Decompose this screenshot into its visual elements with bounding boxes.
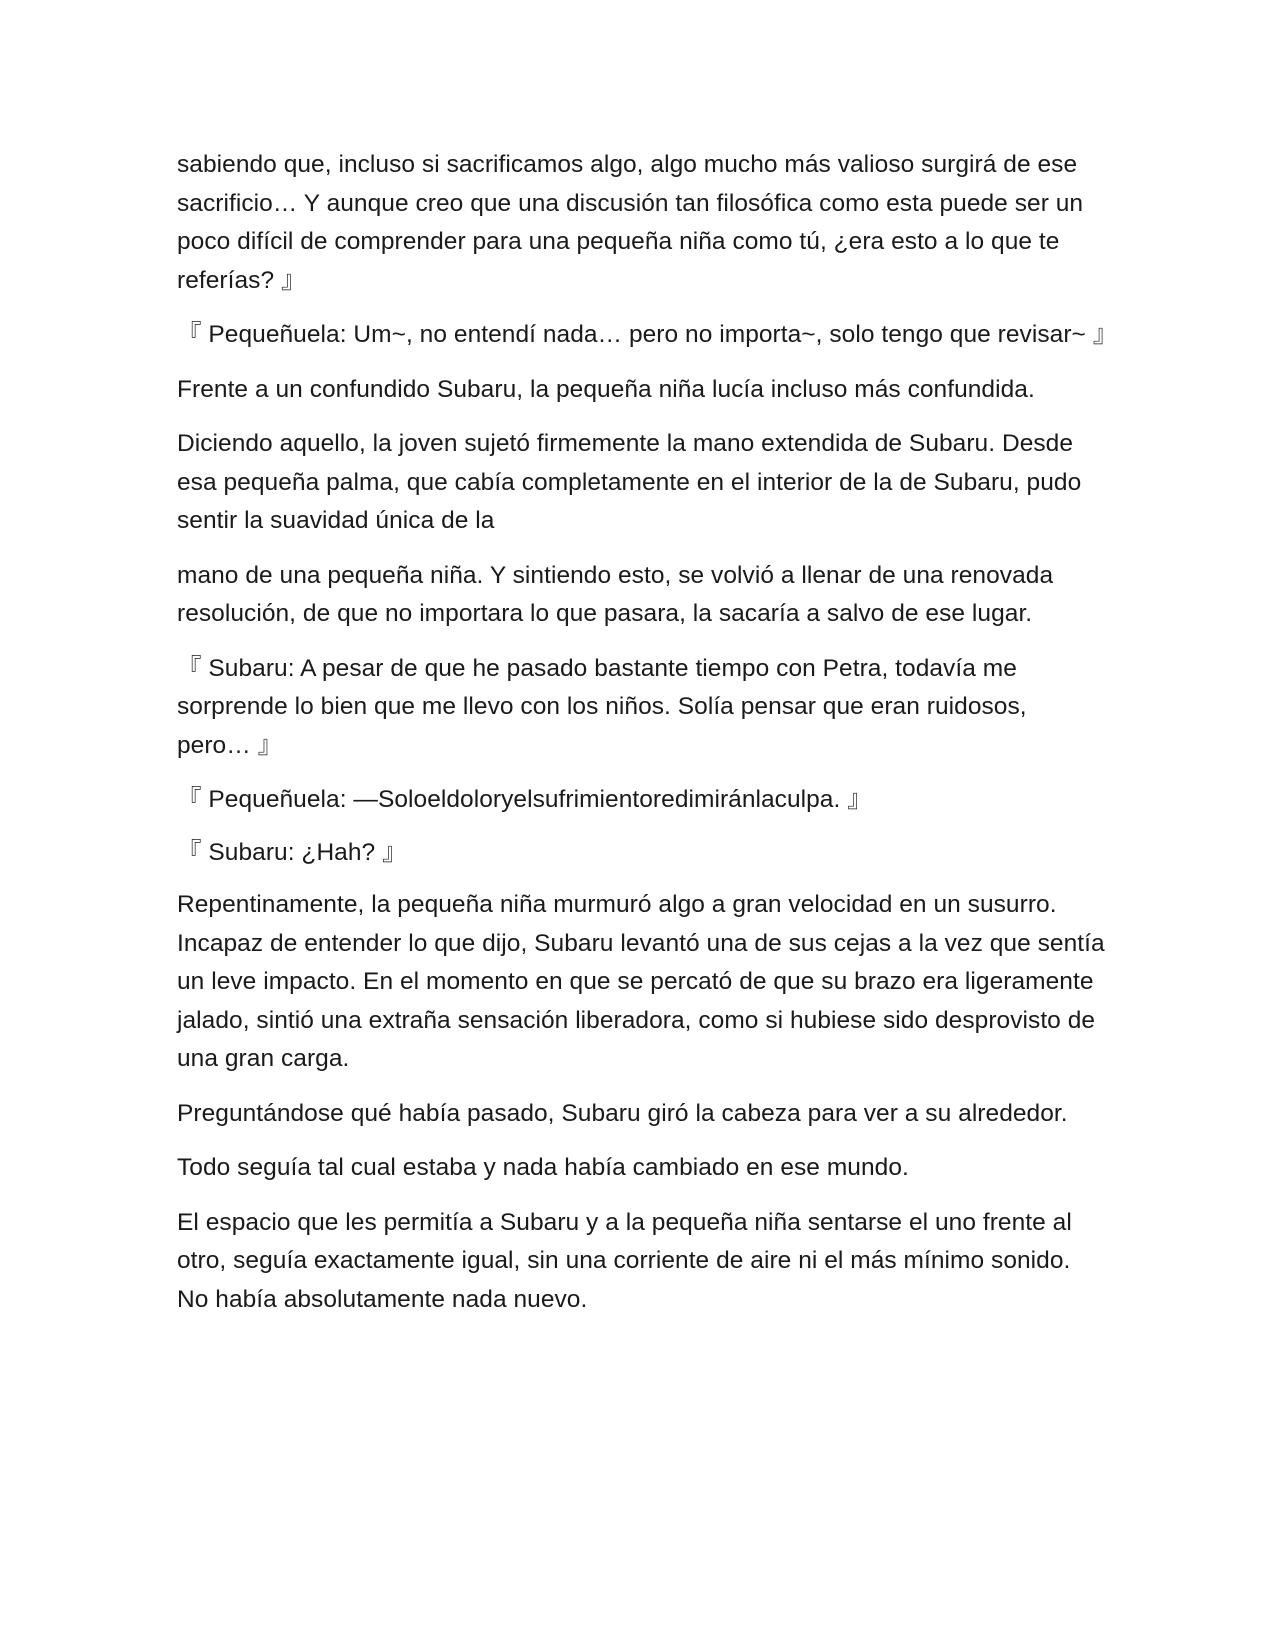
paragraph-10: Preguntándose qué había pasado, Subaru giró la cabeza para ver a su alrededor.: [177, 1099, 1068, 1127]
paragraph-8: 『 Subaru: ¿Hah? 』: [177, 838, 407, 866]
paragraph-5: mano de una pequeña niña. Y sintiendo esto, se volvió a llenar de una renovada resolución, de que no importara lo que pasara, la sacaría a salvo de ese lugar.: [177, 561, 1060, 627]
paragraph-1: sabiendo que, incluso si sacrificamos algo, algo mucho más valioso surgirá de ese sacrificio… Y aunque creo que una discusión tan filosófica como esta puede ser un poco difícil de comprender para una pequeña niña como tú, ¿era esto a lo que te referías? 』: [177, 151, 1090, 294]
paragraph-11: Todo seguía tal cual estaba y nada había cambiado en ese mundo.: [177, 1154, 909, 1181]
paragraph-6: 『 Subaru: A pesar de que he pasado bastante tiempo con Petra, todavía me sorprende lo bien que me llevo con los niños. Solía pensar que eran ruidosos, pero… 』: [177, 654, 1034, 759]
paragraph-3: Frente a un confundido Subaru, la pequeña niña lucía incluso más confundida.: [177, 375, 1035, 403]
paragraph-4: Diciendo aquello, la joven sujetó firmemente la mano extendida de Subaru. Desde esa pequeña palma, que cabía completamente en el interior de la de Subaru, pudo sentir la suavidad única de la: [177, 430, 1089, 534]
paragraph-7: 『 Pequeñuela: —Soloeldoloryelsufrimientoredimiránlaculpa. 』: [177, 786, 872, 813]
paragraph-12: El espacio que les permitía a Subaru y a la pequeña niña sentarse el uno frente al otro, seguía exactamente igual, sin una corriente de aire ni el más mínimo sonido. No había absolutamente nada nuevo.: [177, 1208, 1079, 1313]
paragraph-2: 『 Pequeñuela: Um~, no entendí nada… pero no importa~, solo tengo que revisar~ 』: [177, 321, 1118, 348]
body-text: [177, 146, 1118, 1335]
paragraph-9: Repentinamente, la pequeña niña murmuró algo a gran velocidad en un susurro. Incapaz de entender lo que dijo, Subaru levantó una de sus cejas a la vez que sentía un leve impacto. En el momento en que se percató de que su brazo era ligeramente jalado, sintió una extraña sensación liberadora, como si hubiese sido desprovisto de una gran carga.: [177, 891, 1112, 1072]
